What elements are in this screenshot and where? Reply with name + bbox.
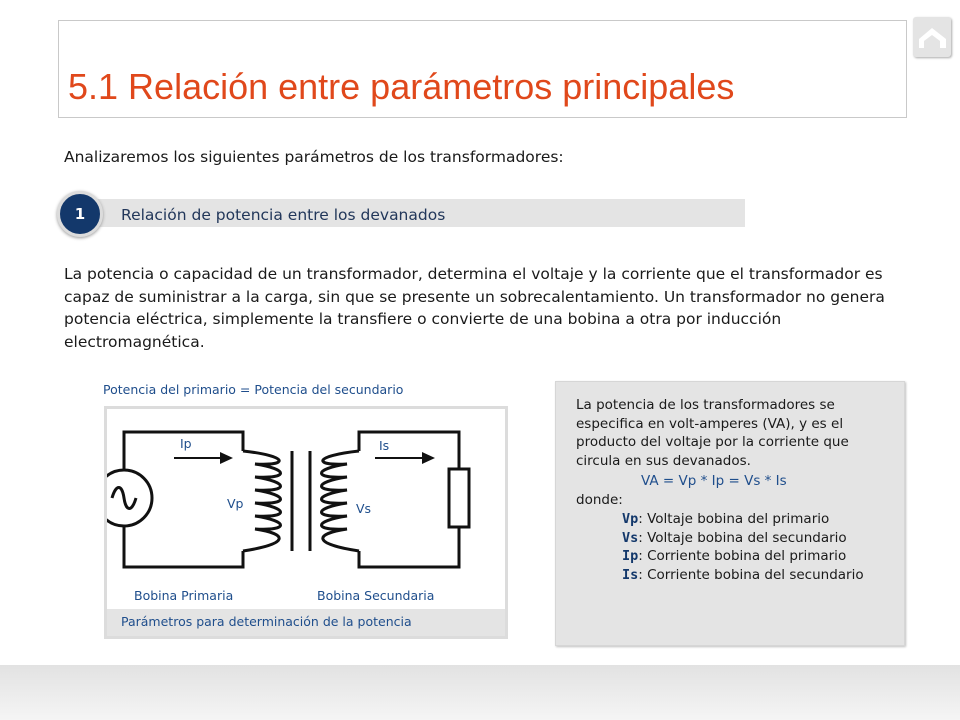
secondary-wire-top xyxy=(359,432,459,469)
ip-arrow-head xyxy=(220,452,233,464)
diagram-caption-bar xyxy=(107,609,505,636)
primary-wire-bottom xyxy=(124,526,243,567)
sine-wave-icon xyxy=(112,488,136,509)
page-title: 5.1 Relación entre parámetros principales xyxy=(68,66,735,107)
step-number: 1 xyxy=(74,205,86,223)
intro-text: Analizaremos los siguientes parámetros de los transformadores: xyxy=(64,148,564,166)
secondary-coil xyxy=(322,451,360,551)
secondary-coil-label: Bobina Secundaria xyxy=(317,588,435,603)
home-icon[interactable] xyxy=(913,17,951,57)
footer-band xyxy=(0,665,960,720)
definition-desc: : Corriente bobina del secundario xyxy=(638,566,864,583)
definition-item xyxy=(622,510,902,529)
definition-term: Vs xyxy=(622,529,639,546)
definition-item xyxy=(622,547,902,566)
info-box xyxy=(555,381,905,646)
definition-desc: : Voltaje bobina del secundario xyxy=(638,529,847,546)
body-paragraph: La potencia o capacidad de un transformador, determina el voltaje y la corriente que el transformador es capaz de suministrar a la carga, sin que se presente un sobrecalentamiento. Un transformador no genera potencia eléctrica, simplemente la transfiere o convierte de una bobina a otra por inducción electromagnética. xyxy=(64,265,885,351)
primary-coil-label: Bobina Primaria xyxy=(134,588,234,603)
vp-label: Vp xyxy=(227,496,244,511)
donde-label: donde: xyxy=(576,492,623,508)
step-label: Relación de potencia entre los devanados xyxy=(121,206,446,224)
vs-label: Vs xyxy=(356,501,372,516)
definition-desc: : Voltaje bobina del primario xyxy=(638,511,830,527)
definitions-list xyxy=(622,510,902,584)
definition-item xyxy=(622,529,902,548)
ac-source-icon xyxy=(107,470,152,526)
ip-label: Ip xyxy=(180,436,192,451)
is-label: Is xyxy=(379,438,390,453)
definition-desc: : Corriente bobina del primario xyxy=(638,548,847,564)
transformer-circuit xyxy=(107,409,505,636)
transformer-diagram xyxy=(104,406,508,639)
is-arrow-head xyxy=(422,452,435,464)
formula: VA = Vp * Ip = Vs * Is xyxy=(641,473,787,489)
load-resistor-icon xyxy=(449,469,469,527)
primary-coil xyxy=(243,451,281,551)
definition-item xyxy=(622,566,902,585)
definition-term: Is xyxy=(622,566,639,583)
diagram-caption-top: Potencia del primario = Potencia del secundario xyxy=(103,382,404,397)
secondary-wire-bottom xyxy=(359,527,459,567)
definition-term: Vp xyxy=(622,511,639,527)
info-text: La potencia de los transformadores se especifica en volt-amperes (VA), y es el producto del voltaje por la corriente que circula en sus devanados. xyxy=(576,397,849,469)
diagram-caption-bottom: Parámetros para determinación de la potencia xyxy=(121,614,412,629)
step-number-badge xyxy=(57,191,103,237)
definition-term: Ip xyxy=(622,548,639,564)
